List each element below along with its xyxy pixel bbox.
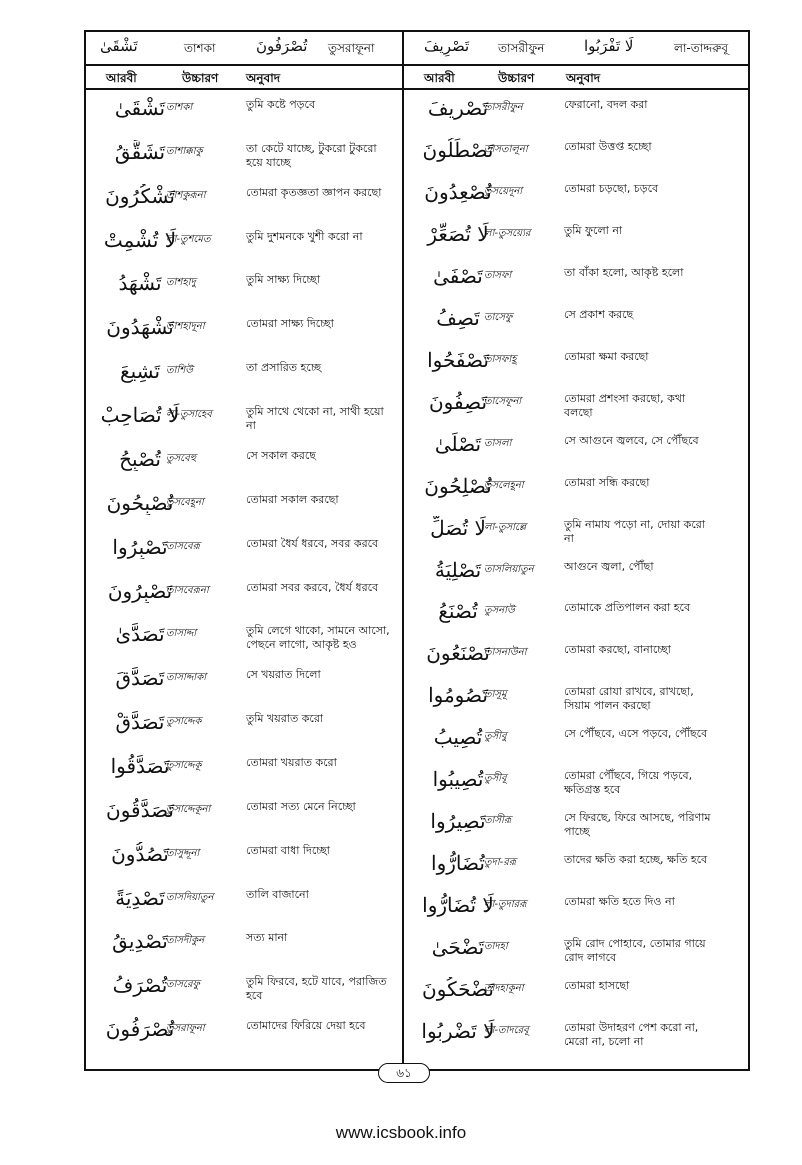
pronunciation: তাদহা	[484, 941, 508, 953]
meaning: তুমি খয়রাত করো	[246, 712, 324, 726]
meaning: তোমরা ক্ষমা করছো	[564, 349, 649, 363]
col-pronunciation-left: উচ্চারণ	[182, 71, 219, 85]
pronunciation: তাসবেরূনা	[166, 584, 209, 596]
dictionary-page	[84, 30, 750, 1071]
pronunciation: তাসফা	[484, 269, 512, 281]
pronunciation: তুসীবূ	[484, 773, 507, 785]
meaning: তোমরা ক্ষতি হতে দিও না	[564, 895, 675, 909]
pronunciation: তুসীবু	[484, 731, 507, 743]
pronunciation: তাসেফূনা	[484, 395, 522, 407]
arabic-word: تُصْعِدُونَ	[424, 179, 492, 204]
arabic-word: تُصْبِحُونَ	[106, 490, 174, 515]
arabic-word: تَشْكُرُونَ	[105, 183, 175, 208]
arabic-word: تُصْلِحُونَ	[424, 473, 492, 498]
arabic-word: تُصِيبُوا	[432, 767, 484, 792]
pronunciation: তাশহাদূনা	[166, 321, 205, 333]
meaning: তোমরা উদাহরণ পেশ করো না, মেরো না, চলো না	[564, 1021, 699, 1049]
meaning: তোমরা উত্তপ্ত হচ্ছো	[564, 139, 652, 153]
arabic-word: تَصَدَّقُوا	[110, 753, 170, 778]
header-right-transliteration2: লা-তাদ্দরুবূ	[674, 41, 728, 55]
arabic-word: تُصْبِحُ	[119, 446, 161, 471]
pronunciation: তাসূমূ	[484, 689, 507, 701]
pronunciation: তাশকুরূনা	[166, 189, 206, 201]
meaning: তুমি সাক্ষ্য দিচ্ছো	[246, 273, 321, 287]
arabic-word: تَصْلَىٰ	[434, 431, 482, 456]
pronunciation: লা-তুদাররূ	[484, 899, 527, 911]
pronunciation: তাসরীফুন	[484, 102, 523, 113]
pronunciation: তাশকা	[166, 102, 193, 113]
arabic-word: تَصْبِرُونَ	[107, 578, 173, 603]
header-right-arabic2: لَا تَفْرَبُوا	[584, 37, 634, 55]
pronunciation: লা-তুসাল্লে	[484, 521, 527, 533]
pronunciation: তুসাদ্দেক	[166, 716, 202, 728]
meaning: তোমরা সকাল করছো	[246, 492, 339, 506]
arabic-word: لَا تُصَلِّ	[430, 515, 486, 540]
meaning: তুমি নামায পড়ো না, দোয়া করো না	[564, 517, 706, 545]
meaning: তালি বাজানো	[246, 887, 309, 901]
meaning: সে সকাল করছে	[246, 448, 316, 462]
meaning: তুমি কষ্টে পড়বে	[246, 98, 316, 111]
arabic-word: تَصَدَّقُونَ	[106, 797, 174, 822]
meaning: তা প্রসারিত হচ্ছে	[246, 361, 322, 375]
pronunciation: লা-তাদরেবূ	[484, 1025, 529, 1037]
pronunciation: তাসরেফু	[166, 979, 200, 991]
header-left-arabic2: تُصْرَفُونَ	[256, 37, 308, 55]
meaning: তুমি লেগে থাকো, সামনে আসো, পেছনে লাগো, আকৃষ্ট হও	[246, 624, 390, 652]
pronunciation: তুসরাফূনা	[166, 1023, 205, 1035]
meaning: তা কেটে যাচ্ছে, টুকরো টুকরো হয়ে যাচ্ছে	[246, 141, 377, 169]
pronunciation: তাশাক্কাকু	[166, 145, 203, 157]
pronunciation: তাদহাকূনা	[484, 983, 524, 995]
col-arabic-left: আরবী	[106, 71, 137, 85]
pronunciation: লা-তুসাহেব	[166, 409, 212, 421]
header-right-transliteration: তাসরীফুন	[498, 41, 545, 55]
arabic-word: تُصْنَعُ	[438, 599, 478, 624]
meaning: ফেরানো, বদল করা	[564, 98, 648, 111]
arabic-word: لَا تُصَاحِبْ	[100, 403, 180, 428]
meaning: তোমরা ধৈর্য ধরবে, সবর করবে	[246, 536, 379, 550]
pronunciation: তাসফাহূ	[484, 353, 517, 365]
pronunciation: তুসবেহূনা	[166, 496, 204, 508]
meaning: তুমি দুশমনকে খুশী করো না	[246, 229, 363, 243]
arabic-word: تَصْبِرُوا	[112, 534, 168, 559]
pronunciation: তুদা-ররূ	[484, 857, 517, 869]
pronunciation: তাসবেরূ	[166, 540, 200, 552]
pronunciation: তাসতালূনা	[484, 143, 528, 155]
meaning: তা বাঁকা হলো, আকৃষ্ট হলো	[564, 265, 684, 279]
arabic-word: تَصَدَّقْ	[115, 710, 165, 735]
pronunciation: তুসাদ্দেকূনা	[166, 803, 211, 815]
arabic-word: تَشِيعَ	[119, 359, 161, 384]
meaning: তোমরা সবর করবে, ধৈর্য ধরবে	[246, 580, 379, 594]
page-number: ৬১	[378, 1063, 430, 1083]
header-left-transliteration2: তুসরাফূনা	[328, 41, 375, 55]
arabic-word: لَا تَضْرِبُوا	[421, 1019, 495, 1044]
col-meaning-left: অনুবাদ	[246, 71, 281, 85]
header-left-transliteration: তাশকা	[184, 41, 216, 55]
pronunciation: তাসাদ্দাকা	[166, 672, 207, 684]
pronunciation: তাসলা	[484, 437, 512, 449]
arabic-word: تَضْحَكُونَ	[422, 977, 494, 1002]
col-meaning-right: অনুবাদ	[566, 71, 601, 85]
meaning: তোমরা সন্ধি করছো	[564, 475, 650, 489]
meaning: তোমরা পৌঁছবে, গিয়ে পড়বে, ক্ষতিগ্রস্ত হবে	[564, 769, 693, 797]
meaning: তোমরা কৃতজ্ঞতা জ্ঞাপন করছো	[246, 185, 382, 199]
meaning: তুমি রোদ পোহাবে, তোমার গায়ে রোদ লাগবে	[564, 937, 706, 965]
pronunciation: তুসয়েদূনা	[484, 185, 523, 197]
pronunciation: তুসবেহু	[166, 452, 197, 464]
pronunciation: তাসলিয়াতুন	[484, 563, 534, 575]
arabic-word: تَصْفَىٰ	[433, 263, 483, 288]
pronunciation: তাশিউ	[166, 365, 193, 377]
meaning: তোমরা রোযা রাখবে, রাখছো, সিয়াম পালন করছো	[564, 685, 694, 713]
meaning: সে প্রকাশ করছে	[564, 307, 634, 321]
header-right-arabic: تَصْرِيفَ	[424, 37, 470, 55]
header-left-arabic: تَشْقَىٰ	[100, 37, 138, 55]
meaning: তোমরা সত্য মেনে নিচ্ছো	[246, 799, 356, 813]
meaning: তোমাদের ফিরিয়ে দেয়া হবে	[246, 1019, 366, 1033]
meaning: তুমি ফুলো না	[564, 223, 623, 237]
arabic-word: تَصَدَّىٰ	[115, 622, 165, 647]
arabic-word: تَصُدُّونَ	[111, 841, 169, 866]
pronunciation: তাসাদ্দা	[166, 628, 197, 640]
pronunciation: তাসুদ্দূনা	[166, 847, 200, 859]
arabic-word: تَصُومُوا	[428, 683, 488, 708]
arabic-word: تَصِيرُوا	[430, 809, 486, 834]
arabic-word: تَصْدِيقُ	[112, 929, 168, 954]
arabic-word: تَصْرِيفَ	[427, 96, 489, 120]
pronunciation: তুসনাউ	[484, 605, 515, 617]
arabic-word: لَا تُضَارُّوا	[422, 893, 494, 918]
arabic-word: تَصْلِيَةُ	[434, 557, 482, 582]
meaning: তোমরা বাধা দিচ্ছো	[246, 843, 330, 857]
website-link[interactable]: www.icsbook.info	[335, 1123, 467, 1142]
meaning: তোমরা হাসছো	[564, 979, 630, 993]
arabic-word: تَشْهَدُونَ	[106, 315, 174, 340]
meaning: তোমরা করছো, বানাচ্ছো	[564, 643, 671, 657]
pronunciation: তুসাদ্দেকূ	[166, 759, 202, 771]
pronunciation: তাসনাউনা	[484, 647, 527, 659]
arabic-word: تَشَقَّقُ	[114, 139, 166, 164]
meaning: তাদের ক্ষতি করা হচ্ছে, ক্ষতি হবে	[564, 853, 708, 867]
meaning: সে পৌঁছবে, এসে পড়বে, পৌঁছবে	[564, 727, 708, 741]
pronunciation: তাসদীকুন	[166, 935, 205, 947]
pronunciation: লা-তুশমেত	[166, 233, 211, 245]
meaning: সে ফিরছে, ফিরে আসছে, পরিণাম পাচ্ছে	[564, 811, 711, 839]
meaning: সত্য মানা	[246, 931, 288, 945]
pronunciation: তাশহাদু	[166, 277, 196, 289]
arabic-word: لَا تُصَعِّرْ	[427, 221, 489, 246]
meaning: তোমাকে প্রতিপালন করা হবে	[564, 601, 691, 615]
pronunciation: তাসেফু	[484, 311, 513, 323]
arabic-word: تَصَدَّقَ	[115, 666, 165, 691]
meaning: তুমি ফিরবে, হটে যাবে, পরাজিত হবে	[246, 975, 387, 1003]
pronunciation: তুসলেহূনা	[484, 479, 524, 491]
arabic-word: تَصْطَلُونَ	[422, 137, 494, 162]
arabic-word: تَشْهَدُ	[118, 271, 162, 296]
arabic-word: تُضَارُّوا	[431, 851, 485, 876]
col-arabic-right: আরবী	[424, 71, 455, 85]
arabic-word: تَصْنَعُونَ	[426, 641, 490, 666]
meaning: তোমরা সাক্ষ্য দিচ্ছো	[246, 317, 334, 331]
arabic-word: لَا تُشْمِتْ	[103, 227, 177, 252]
pronunciation: তাসদিয়াতুন	[166, 891, 214, 903]
col-pronunciation-right: উচ্চারণ	[498, 71, 535, 85]
meaning: তোমরা চড়ছো, চড়বে	[564, 181, 659, 195]
arabic-word: تَصِفُونَ	[428, 389, 488, 414]
meaning: আগুনে জ্বলা, পৌঁছা	[564, 559, 654, 573]
meaning: সে আগুনে জ্বলবে, সে পৌঁছবে	[564, 433, 699, 447]
meaning: সে খয়রাত দিলো	[246, 668, 321, 682]
arabic-word: تُصْرَفُ	[112, 973, 168, 998]
meaning: তুমি সাথে থেকো না, সাথী হয়ো না	[246, 405, 384, 433]
arabic-word: تُصِيبُ	[433, 725, 483, 750]
arabic-word: تَصْدِيَةً	[115, 885, 165, 910]
pronunciation: তাসীরূ	[484, 815, 512, 827]
arabic-word: تَشْقَىٰ	[114, 96, 166, 120]
arabic-word: تُصْرَفُونَ	[105, 1017, 175, 1042]
meaning: তোমরা প্রশংসা করছো, কথা বলছো	[564, 391, 686, 419]
arabic-word: تَصِفُ	[436, 305, 480, 330]
meaning: তোমরা খয়রাত করো	[246, 755, 337, 769]
arabic-word: تَضْحَىٰ	[431, 935, 485, 960]
arabic-word: تَصْفَحُوا	[427, 347, 489, 372]
running-header	[86, 32, 748, 66]
column-headers	[86, 66, 748, 90]
pronunciation: লা-তুসয়্যের	[484, 227, 531, 239]
